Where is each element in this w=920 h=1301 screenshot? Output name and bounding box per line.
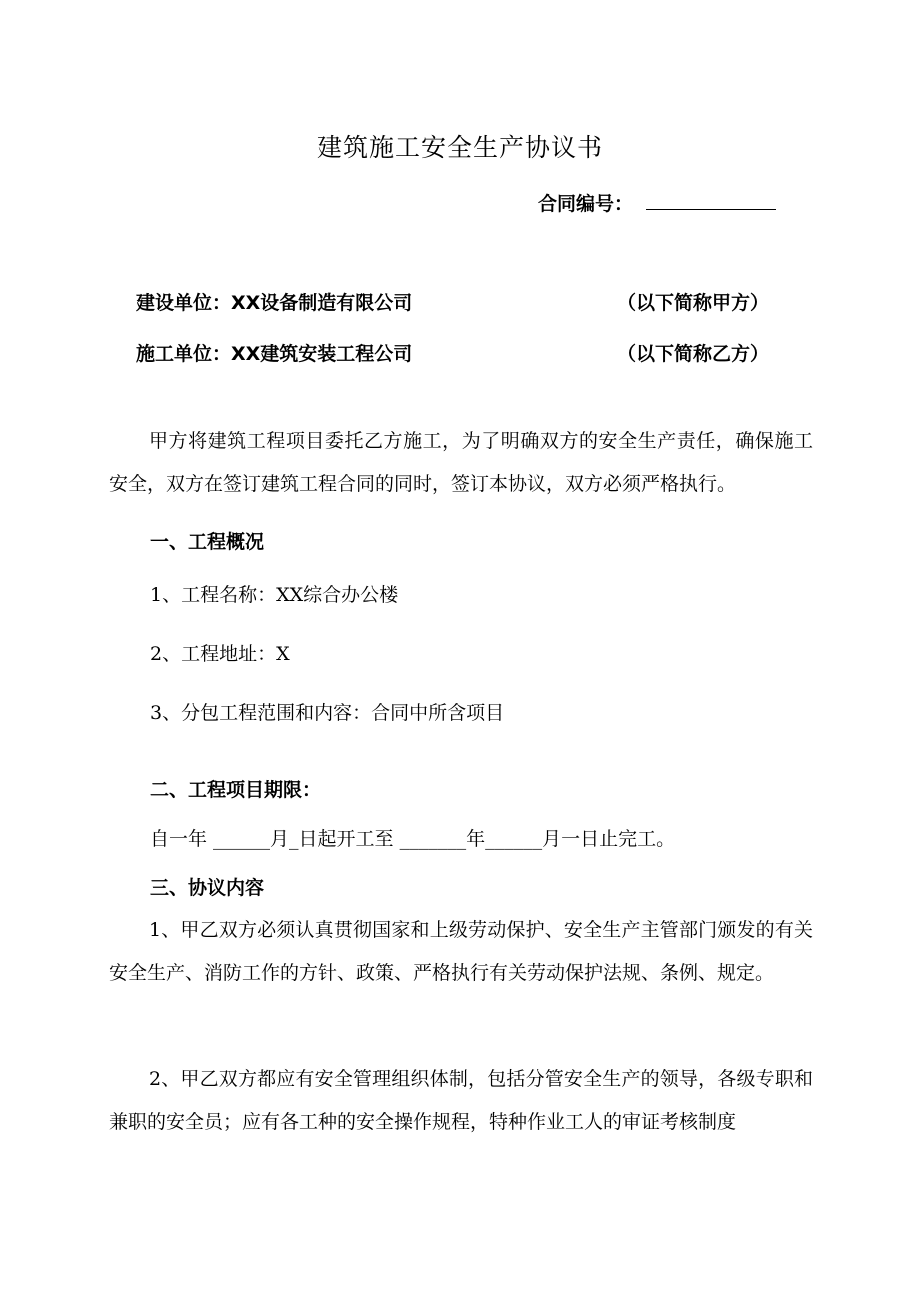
section-1-heading: 一、工程概况 [150,531,265,553]
section-3-heading: 三、协议内容 [150,877,265,899]
section-1-item-3: 3、分包工程范围和内容：合同中所含项目 [150,702,505,724]
section-3-paragraph-1: 1、甲乙双方必须认真贯彻国家和上级劳动保护、安全生产主管部门颁发的有关安全生产、消防工作的方针、政策、严格执行有关劳动保护法规、条例、规定。 [109,919,813,984]
section-1-item-2: 2、工程地址：X [150,643,290,665]
intro-paragraph: 甲方将建筑工程项目委托乙方施工，为了明确双方的安全生产责任，确保施工安全，双方在签订建筑工程合同的同时，签订本协议，双方必须严格执行。 [109,430,813,495]
party-a-alias: （以下简称甲方） [617,292,770,314]
party-b-label: 施工单位：XX建筑安装工程公司 [136,343,413,365]
contract-number-label: 合同编号： [538,193,634,215]
section-2-heading: 二、工程项目期限： [150,779,322,801]
contract-number-blank [646,209,776,210]
document-title: 建筑施工安全生产协议书 [316,133,603,162]
party-b-alias: （以下简称乙方） [617,343,770,365]
project-period-text: 自一年 ______月_日起开工至 _______年______月一日止完工。 [150,828,676,850]
party-a-label: 建设单位：XX设备制造有限公司 [136,292,413,314]
section-1-item-1: 1、工程名称：XX综合办公楼 [150,584,399,606]
section-3-paragraph-2: 2、甲乙双方都应有安全管理组织体制，包括分管安全生产的领导，各级专职和兼职的安全员；应有各工种的安全操作规程，特种作业工人的审证考核制度 [109,1068,813,1133]
